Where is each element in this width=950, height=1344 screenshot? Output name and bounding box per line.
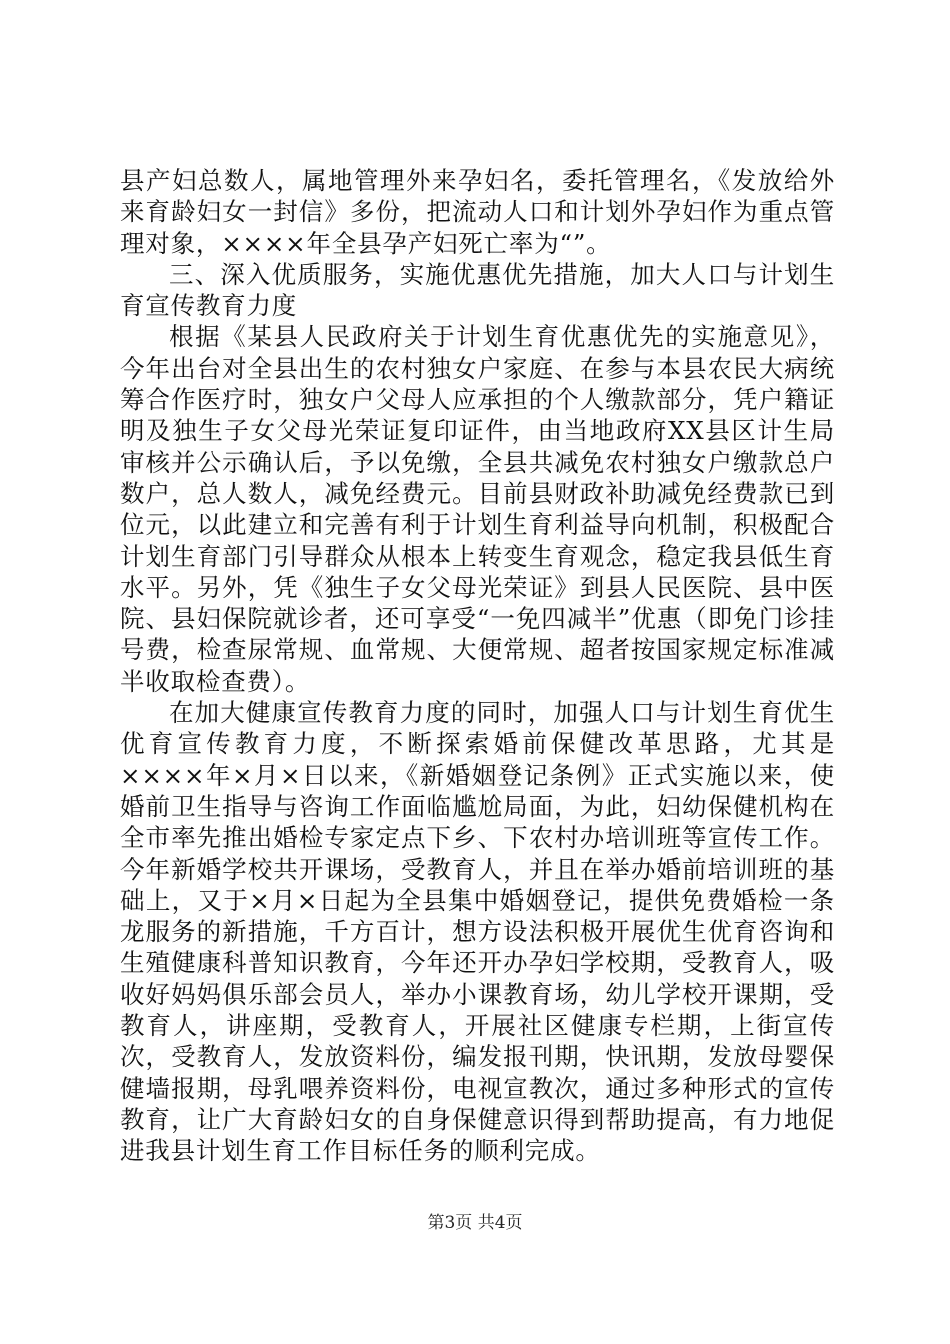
paragraph-1: 县产妇总数人，属地管理外来孕妇名，委托管理名，《发放给外来育龄妇女一封信》多份，把流动人口和计划外孕妇作为重点管理对象，××××年全县孕产妇死亡率为“”。 [120, 166, 835, 258]
page-number-footer: 第3页 共4页 [427, 1213, 523, 1233]
section-heading-3: 三、深入优质服务，实施优惠优先措施，加大人口与计划生育宣传教育力度 [120, 259, 835, 321]
paragraph-2: 根据《某县人民政府关于计划生育优惠优先的实施意见》，今年出台对全县出生的农村独女户家庭、在参与本县农民大病统筹合作医疗时，独女户父母人应承担的个人缴款部分，凭户籍证明及独生子女父母光荣证复印证件，由当地政府XX县区计生局审核并公示确认后，予以免缴，全县共减免农村独女户缴款总户数户，总人数人，减免经费元。目前县财政补助减免经费款已到位元，以此建立和完善有利于计划生育利益导向机制，积极配合计划生育部门引导群众从根本上转变生育观念，稳定我县低生育水平。另外，凭《独生子女父母光荣证》到县人民医院、县中医院、县妇保院就诊者，还可享受“一免四减半”优惠（即免门诊挂号费，检查尿常规、血常规、大便常规、超者按国家规定标准减半收取检查费）。 [120, 322, 835, 696]
document-body [120, 165, 835, 1167]
paragraph-3: 在加大健康宣传教育力度的同时，加强人口与计划生育优生优育宣传教育力度，不断探索婚前保健改革思路，尤其是××××年×月×日以来，《新婚姻登记条例》正式实施以来，使婚前卫生指导与咨询工作面临尴尬局面，为此，妇幼保健机构在全市率先推出婚检专家定点下乡、下农村办培训班等宣传工作。今年新婚学校共开课场，受教育人，并且在举办婚前培训班的基础上，又于×月×日起为全县集中婚姻登记，提供免费婚检一条龙服务的新措施，千方百计，想方设法积极开展优生优育咨询和生殖健康科普知识教育，今年还开办孕妇学校期，受教育人，吸收好妈妈俱乐部会员人，举办小课教育场，幼儿学校开课期，受教育人，讲座期，受教育人，开展社区健康专栏期，上街宣传次，受教育人，发放资料份，编发报刊期，快讯期，发放母婴保健墙报期，母乳喂养资料份，电视宣教次，通过多种形式的宣传教育，让广大育龄妇女的自身保健意识得到帮助提高，有力地促进我县计划生育工作目标任务的顺利完成。 [120, 698, 835, 1166]
